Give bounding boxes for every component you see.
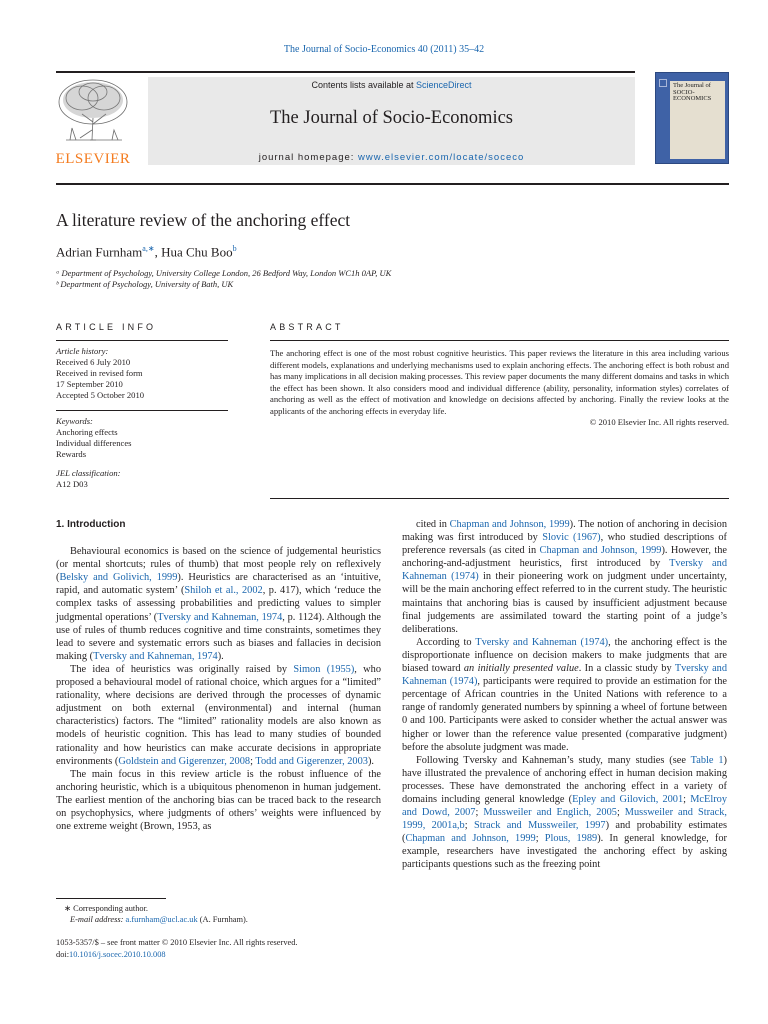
citation-link[interactable]: Simon (1955): [293, 663, 355, 675]
author-list: [56, 244, 237, 260]
author-separator: ,: [154, 244, 162, 260]
citation-link[interactable]: Tversky and Kahneman, 1974: [157, 611, 283, 623]
body-text: ;: [464, 820, 474, 832]
body-paragraph: [402, 754, 727, 872]
citation-link[interactable]: Tversky and Kahneman (1974): [402, 663, 728, 688]
article-info-heading: ARTICLE INFO: [56, 322, 157, 332]
body-text: , the anchoring effect is the disproportionate influence on decision makers to make judgments that are biased toward: [402, 636, 727, 675]
info-rule: [56, 340, 228, 341]
publisher-wordmark: ELSEVIER: [55, 151, 131, 167]
body-paragraph: [402, 518, 727, 636]
keyword: Anchoring effects: [56, 427, 118, 437]
citation-link[interactable]: Chapman and Johnson, 1999: [405, 833, 536, 845]
contents-line: [148, 80, 635, 90]
body-text: Following Tversky and Kahneman’s study, many studies (see: [416, 754, 691, 766]
citation-link[interactable]: Chapman and Johnson, 1999: [449, 519, 570, 530]
body-text: . In a classic study by: [578, 663, 675, 675]
left-paragraphs: [56, 545, 381, 833]
body-text: ) and probability estimates (: [402, 820, 727, 845]
abstract-heading: ABSTRACT: [270, 322, 344, 332]
body-paragraph: [402, 636, 727, 754]
citation-link[interactable]: Slovic (1967): [542, 532, 601, 544]
history-line: 17 September 2010: [56, 379, 123, 389]
email-link[interactable]: a.furnham@ucl.ac.uk: [125, 915, 198, 924]
citation-link[interactable]: Todd and Gigerenzer, 2003: [255, 755, 368, 767]
homepage-prefix: journal homepage:: [258, 152, 359, 163]
header-rule: [56, 71, 635, 73]
citation-link[interactable]: Shiloh et al., 2002: [184, 585, 263, 597]
email-label: E-mail address:: [70, 915, 126, 924]
sciencedirect-link[interactable]: ScienceDirect: [416, 80, 472, 90]
author-name: Hua Chu Boo: [161, 244, 233, 260]
citation-link[interactable]: Belsky and Golivich, 1999: [59, 572, 178, 584]
body-text: , p. 417), which ‘reduce the complex tasks of assessing probabilities and predicting values to simpler judgmental operations’ (: [56, 585, 381, 623]
abstract-text: The anchoring effect is one of the most robust cognitive heuristics. This paper reviews the literature in this area including various different models, explanations and underlying mechanisms used to explain anchoring effects. The anchoring effect is both robust and has many implications in all decision making processes. This review paper documents the many different domains and tasks in which the effect has been shown. It also considers mood and individual difference (ability, personality, information styles) correlates of anchoring as well as the effect of motivation and knowledge on decisions affected by anchoring. Finally the review looks at the applicants of the anchoring effects in everyday life.: [270, 348, 729, 416]
email-footnote: [56, 914, 376, 925]
body-text: , p. 1124). Although the use of rules of thumb reduces cognitive and time constraints, sometimes they lead to severe and systematic errors such as biases and fallacies in decision making (: [56, 611, 381, 662]
history-label: Article history:: [56, 346, 109, 356]
body-text: ;: [475, 807, 484, 819]
body-text: ).: [217, 650, 224, 662]
body-text: The idea of heuristics was originally raised by: [70, 663, 294, 675]
citation-link[interactable]: Chapman and Johnson, 1999: [539, 545, 662, 557]
jel-classification: [56, 468, 228, 490]
body-text: ;: [250, 755, 256, 767]
body-paragraph: [56, 663, 381, 768]
homepage-link[interactable]: www.elsevier.com/locate/soceco: [358, 152, 525, 163]
keywords-label: Keywords:: [56, 416, 93, 426]
body-text: , who studied descriptions of preference reversals (as cited in: [402, 532, 727, 557]
section-heading: 1. Introduction: [56, 519, 126, 530]
article-title: A literature review of the anchoring effect: [56, 210, 351, 230]
email-suffix: (A. Furnham).: [197, 915, 248, 924]
journal-citation[interactable]: The Journal of Socio-Economics 40 (2011) 35–42: [283, 44, 485, 55]
journal-homepage: [148, 152, 635, 163]
abstract-bottom-rule: [270, 498, 729, 499]
body-text: , participants were required to provide an estimation for the percentage of African countries in the United Nations with reference to a range of randomly generated numbers by spinning a wheel of fortune between 0 and 100. Participants were asked to consider whether the actual answer was higher or lower than the reference value presented (comparative judgment) before the absolute judgment was made.: [402, 676, 727, 753]
affiliation-b: ᵇ Department of Psychology, University of Bath, UK: [56, 279, 234, 289]
issn-line: 1053-5357/$ – see front matter © 2010 Elsevier Inc. All rights reserved.: [56, 938, 298, 947]
citation-link[interactable]: Table 1: [690, 754, 724, 766]
doi-line: [56, 949, 376, 960]
body-text: ).: [367, 755, 374, 767]
body-text: ). Heuristics are characterised as an ‘intuitive, rapid, and automatic system’ (: [56, 572, 381, 597]
body-text: ;: [535, 833, 545, 845]
article-history: [56, 346, 228, 401]
right-paragraphs: [402, 518, 727, 872]
affiliation-a: ᵃ Department of Psychology, University College London, 26 Bedford Way, London WC1h 0AP, UK: [56, 268, 392, 278]
jel-codes: A12 D03: [56, 479, 88, 489]
jel-label: JEL classification:: [56, 468, 121, 478]
citation-link[interactable]: Plous, 1989: [544, 833, 598, 845]
body-text: ;: [683, 793, 691, 805]
citation-link[interactable]: Goldstein and Gigerenzer, 2008: [118, 755, 251, 767]
author-name: Adrian Furnham: [56, 244, 143, 260]
body-column-left: [56, 518, 381, 833]
body-text: an initially presented value: [463, 663, 579, 675]
corresponding-author-note: ∗ Corresponding author.: [64, 904, 149, 913]
body-text: Behavioural economics is based on the science of judgemental heuristics (or mental shortcuts; rules of thumb) that most people rely on reflexively (: [56, 546, 381, 584]
body-text: ;: [616, 807, 625, 819]
cover-emblem-icon: [659, 79, 667, 87]
citation-link[interactable]: Tversky and Kahneman (1974): [402, 558, 727, 583]
body-text: cited in: [416, 519, 450, 530]
info-divider: [56, 410, 228, 411]
journal-title: The Journal of Socio-Economics: [269, 108, 513, 128]
body-paragraph: [56, 768, 381, 833]
keywords: [56, 416, 228, 460]
abstract: [270, 348, 729, 429]
journal-cover-thumbnail: [655, 72, 729, 164]
citation-link[interactable]: Epley and Gilovich, 2001: [572, 793, 684, 805]
citation-link[interactable]: Mussweiler and Strack, 1999, 2001a,b: [402, 807, 727, 832]
contents-prefix: Contents lists available at: [311, 80, 417, 90]
citation-link[interactable]: McElroy and Dowd, 2007: [402, 793, 727, 819]
body-column-right: [402, 518, 727, 872]
citation-link[interactable]: Mussweiler and Englich, 2005: [483, 807, 617, 819]
title-rule: [56, 183, 729, 185]
history-line: Received in revised form: [56, 368, 143, 378]
body-text: ). However, the anchoring-and-adjustment heuristics, first introduced by: [402, 545, 728, 570]
abstract-rule: [270, 340, 729, 341]
cover-title: The Journal of SOCIO-ECONOMICS: [673, 82, 712, 102]
copyright: © 2010 Elsevier Inc. All rights reserved.: [589, 417, 729, 427]
doi-label: doi:: [56, 950, 70, 959]
body-text: in their pioneering work on judgment under uncertainty, will be the main anchoring effect referred to in the current study. The heuristic maintains that anchoring bias is caused by insufficient adjustment because final judgements are assimilated toward the starting point of a judge’s deliberations.: [402, 571, 727, 635]
keyword: Individual differences: [56, 438, 132, 448]
doi-link[interactable]: 10.1016/j.socec.2010.10.008: [69, 950, 166, 959]
body-text: , who proposed a behavioural model of rational choice, which argues for a “limited” rationality, where decisions are derived through the processes of dynamic adjustment on both external (environmental) and internal (human characteristics) factors. The “limited” rationality models are also known as models of heuristic cognition. This has lead to many studies of bounded rationality and how heuristics can make accurate decisions in appropriate environments (: [56, 663, 381, 767]
footnote-rule: [56, 898, 166, 899]
keyword: Rewards: [56, 449, 87, 459]
body-text: ). The notion of anchoring in decision making was first introduced by: [402, 519, 727, 544]
body-text: ) have illustrated the prevalence of anchoring effect in human decision making processes. These have demonstrated the anchoring effect in a variety of domains including general knowledge (: [402, 754, 727, 805]
body-text: ). In general knowledge, for example, researchers have investigated the anchoring effect by asking participants questions such as the freezing point: [402, 833, 727, 871]
history-line: Received 6 July 2010: [56, 357, 131, 367]
citation-link[interactable]: Tversky and Kahneman (1974): [475, 636, 609, 648]
citation-link[interactable]: Strack and Mussweiler, 1997: [473, 820, 606, 832]
body-text: According to: [416, 636, 476, 648]
author-affiliation-marker[interactable]: a,∗: [142, 244, 155, 253]
author-affiliation-marker[interactable]: b: [232, 244, 237, 253]
citation-link[interactable]: Tversky and Kahneman, 1974: [93, 650, 218, 662]
body-text: The main focus in this review article is the robust influence of the anchoring heuristic, which is a ubiquitous phenomenon in human judgement. The earliest mention of the anchoring bias can be traced back to the research on psychophysics, where judgments of others’ weights were influenced by one extreme weight (Brown, 1953, as: [56, 768, 381, 833]
history-line: Accepted 5 October 2010: [56, 390, 145, 400]
body-paragraph: [56, 545, 381, 663]
